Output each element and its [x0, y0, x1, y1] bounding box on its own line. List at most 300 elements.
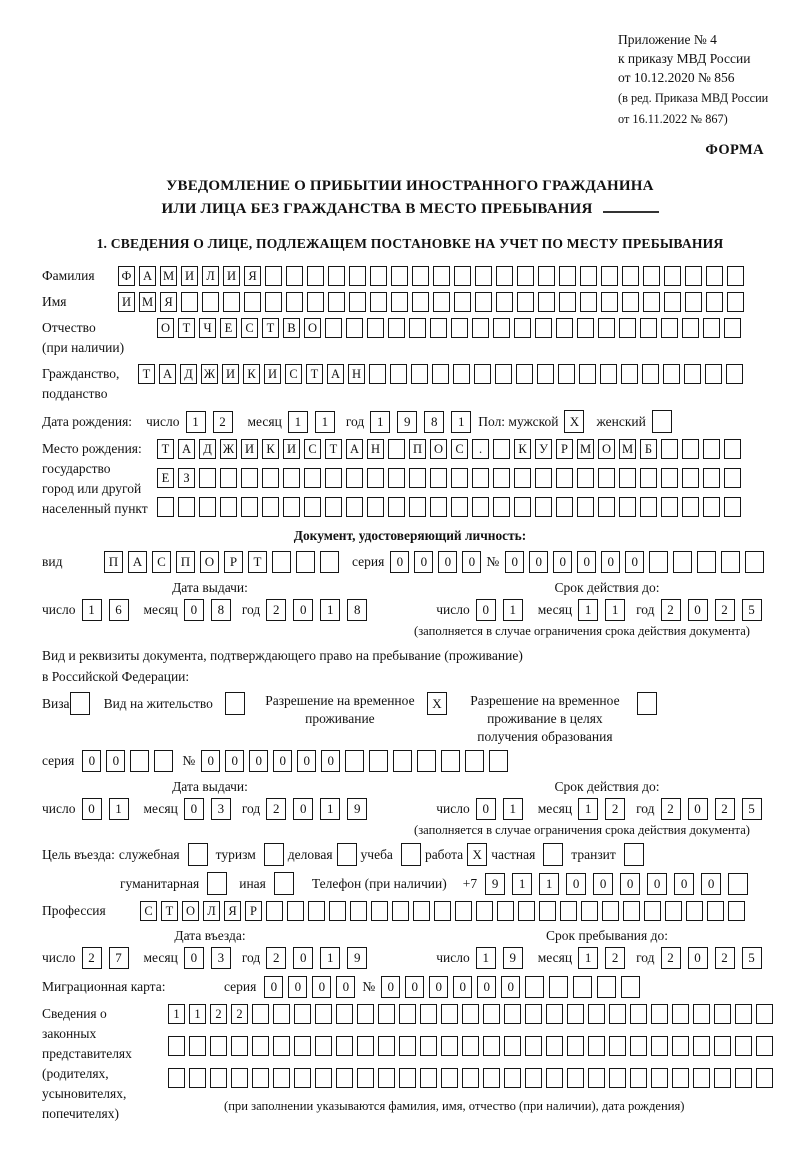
char-cell[interactable]: 0 [405, 976, 424, 998]
char-cell[interactable] [567, 1004, 584, 1024]
char-cell[interactable]: 0 [249, 750, 268, 772]
char-cell[interactable] [703, 497, 720, 517]
char-cell[interactable] [556, 468, 573, 488]
char-cell[interactable]: М [619, 439, 636, 459]
char-cell[interactable]: 9 [347, 947, 367, 969]
char-cell[interactable] [673, 551, 692, 573]
char-cell[interactable] [684, 364, 701, 384]
char-cell[interactable] [649, 551, 668, 573]
char-cell[interactable]: Р [224, 551, 243, 573]
char-cell[interactable]: Р [556, 439, 573, 459]
char-cell[interactable] [286, 292, 303, 312]
char-cell[interactable]: Т [178, 318, 195, 338]
char-cell[interactable]: И [241, 439, 258, 459]
char-cell[interactable] [262, 497, 279, 517]
char-cell[interactable]: 1 [320, 599, 340, 621]
char-cell[interactable] [728, 873, 748, 895]
char-cell[interactable] [703, 468, 720, 488]
char-cell[interactable]: 0 [201, 750, 220, 772]
char-cell[interactable] [598, 318, 615, 338]
char-cell[interactable] [369, 364, 386, 384]
char-cell[interactable]: 1 [168, 1004, 185, 1024]
char-cell[interactable] [252, 1036, 269, 1056]
char-cell[interactable] [630, 1036, 647, 1056]
char-cell[interactable] [441, 1004, 458, 1024]
char-cell[interactable] [483, 1068, 500, 1088]
char-cell[interactable] [451, 468, 468, 488]
char-cell[interactable] [231, 1036, 248, 1056]
char-cell[interactable] [525, 1036, 542, 1056]
char-cell[interactable] [388, 468, 405, 488]
char-cell[interactable] [693, 1004, 710, 1024]
char-cell[interactable] [357, 1036, 374, 1056]
char-cell[interactable]: М [577, 439, 594, 459]
char-cell[interactable] [265, 292, 282, 312]
char-cell[interactable]: 0 [566, 873, 586, 895]
char-cell[interactable] [336, 1036, 353, 1056]
char-cell[interactable] [514, 468, 531, 488]
char-cell[interactable] [412, 266, 429, 286]
char-cell[interactable]: 0 [225, 750, 244, 772]
char-cell[interactable] [724, 468, 741, 488]
char-cell[interactable]: Д [199, 439, 216, 459]
char-cell[interactable] [556, 318, 573, 338]
char-cell[interactable] [588, 1068, 605, 1088]
char-cell[interactable] [609, 1004, 626, 1024]
char-cell[interactable] [475, 266, 492, 286]
char-cell[interactable] [624, 843, 644, 866]
char-cell[interactable] [241, 468, 258, 488]
char-cell[interactable] [346, 318, 363, 338]
char-cell[interactable]: О [430, 439, 447, 459]
char-cell[interactable]: 0 [674, 873, 694, 895]
char-cell[interactable] [495, 364, 512, 384]
char-cell[interactable]: Е [220, 318, 237, 338]
char-cell[interactable] [433, 292, 450, 312]
char-cell[interactable] [252, 1068, 269, 1088]
char-cell[interactable] [434, 901, 451, 921]
char-cell[interactable] [178, 497, 195, 517]
char-cell[interactable]: 0 [701, 873, 721, 895]
char-cell[interactable]: 0 [429, 976, 448, 998]
char-cell[interactable]: 0 [106, 750, 125, 772]
char-cell[interactable] [640, 318, 657, 338]
char-cell[interactable]: 2 [715, 947, 735, 969]
char-cell[interactable] [420, 1004, 437, 1024]
char-cell[interactable] [707, 901, 724, 921]
char-cell[interactable] [651, 1004, 668, 1024]
char-cell[interactable]: И [222, 364, 239, 384]
char-cell[interactable] [682, 439, 699, 459]
char-cell[interactable]: 0 [625, 551, 644, 573]
char-cell[interactable] [451, 318, 468, 338]
char-cell[interactable] [661, 318, 678, 338]
char-cell[interactable] [393, 750, 412, 772]
char-cell[interactable] [642, 364, 659, 384]
char-cell[interactable] [325, 468, 342, 488]
char-cell[interactable]: 1 [578, 798, 598, 820]
char-cell[interactable] [672, 1068, 689, 1088]
char-cell[interactable] [220, 497, 237, 517]
char-cell[interactable]: 0 [601, 551, 620, 573]
char-cell[interactable]: 0 [647, 873, 667, 895]
char-cell[interactable]: 1 [605, 599, 625, 621]
char-cell[interactable]: 7 [109, 947, 129, 969]
char-cell[interactable]: 6 [109, 599, 129, 621]
char-cell[interactable] [535, 318, 552, 338]
char-cell[interactable] [264, 843, 284, 866]
char-cell[interactable] [308, 901, 325, 921]
char-cell[interactable] [399, 1036, 416, 1056]
char-cell[interactable]: Т [248, 551, 267, 573]
char-cell[interactable]: 0 [297, 750, 316, 772]
char-cell[interactable] [462, 1004, 479, 1024]
char-cell[interactable]: 0 [414, 551, 433, 573]
char-cell[interactable] [357, 1068, 374, 1088]
char-cell[interactable] [663, 364, 680, 384]
char-cell[interactable] [621, 364, 638, 384]
char-cell[interactable]: 0 [312, 976, 331, 998]
char-cell[interactable] [727, 292, 744, 312]
char-cell[interactable] [504, 1036, 521, 1056]
char-cell[interactable]: О [598, 439, 615, 459]
char-cell[interactable] [714, 1068, 731, 1088]
char-cell[interactable] [598, 497, 615, 517]
char-cell[interactable]: 2 [231, 1004, 248, 1024]
char-cell[interactable] [433, 266, 450, 286]
char-cell[interactable] [724, 439, 741, 459]
char-cell[interactable]: 1 [476, 947, 496, 969]
char-cell[interactable] [706, 292, 723, 312]
char-cell[interactable] [272, 551, 291, 573]
char-cell[interactable] [346, 468, 363, 488]
char-cell[interactable] [388, 439, 405, 459]
char-cell[interactable] [497, 901, 514, 921]
char-cell[interactable] [601, 292, 618, 312]
char-cell[interactable] [476, 901, 493, 921]
char-cell[interactable] [441, 1068, 458, 1088]
char-cell[interactable]: 0 [321, 750, 340, 772]
char-cell[interactable] [685, 266, 702, 286]
char-cell[interactable] [346, 497, 363, 517]
char-cell[interactable] [504, 1004, 521, 1024]
char-cell[interactable] [430, 468, 447, 488]
char-cell[interactable]: 5 [742, 599, 762, 621]
char-cell[interactable] [735, 1036, 752, 1056]
char-cell[interactable] [573, 976, 592, 998]
char-cell[interactable] [189, 1068, 206, 1088]
char-cell[interactable] [199, 497, 216, 517]
char-cell[interactable]: К [514, 439, 531, 459]
char-cell[interactable]: С [304, 439, 321, 459]
char-cell[interactable] [682, 468, 699, 488]
char-cell[interactable]: С [285, 364, 302, 384]
char-cell[interactable] [413, 901, 430, 921]
char-cell[interactable] [735, 1004, 752, 1024]
char-cell[interactable]: С [451, 439, 468, 459]
char-cell[interactable]: 0 [577, 551, 596, 573]
char-cell[interactable] [630, 1004, 647, 1024]
char-cell[interactable]: А [178, 439, 195, 459]
char-cell[interactable]: 0 [390, 551, 409, 573]
char-cell[interactable] [597, 976, 616, 998]
char-cell[interactable] [577, 318, 594, 338]
char-cell[interactable]: Т [325, 439, 342, 459]
char-cell[interactable] [199, 468, 216, 488]
char-cell[interactable] [543, 843, 563, 866]
char-cell[interactable] [367, 497, 384, 517]
char-cell[interactable] [315, 1004, 332, 1024]
char-cell[interactable]: 0 [620, 873, 640, 895]
char-cell[interactable]: 3 [211, 947, 231, 969]
char-cell[interactable] [535, 468, 552, 488]
char-cell[interactable]: А [346, 439, 363, 459]
char-cell[interactable] [378, 1068, 395, 1088]
char-cell[interactable] [388, 318, 405, 338]
char-cell[interactable]: X [467, 843, 487, 866]
char-cell[interactable]: 1 [503, 599, 523, 621]
char-cell[interactable] [644, 901, 661, 921]
char-cell[interactable] [756, 1004, 773, 1024]
char-cell[interactable] [685, 292, 702, 312]
char-cell[interactable] [637, 692, 657, 715]
char-cell[interactable]: Я [224, 901, 241, 921]
char-cell[interactable] [266, 901, 283, 921]
char-cell[interactable] [546, 1004, 563, 1024]
char-cell[interactable] [307, 266, 324, 286]
char-cell[interactable]: 9 [347, 798, 367, 820]
char-cell[interactable] [546, 1068, 563, 1088]
char-cell[interactable] [328, 266, 345, 286]
char-cell[interactable]: 1 [320, 947, 340, 969]
char-cell[interactable] [703, 439, 720, 459]
char-cell[interactable]: И [283, 439, 300, 459]
char-cell[interactable] [367, 468, 384, 488]
char-cell[interactable]: 0 [529, 551, 548, 573]
char-cell[interactable] [315, 1036, 332, 1056]
char-cell[interactable] [721, 551, 740, 573]
char-cell[interactable]: 1 [503, 798, 523, 820]
char-cell[interactable]: 2 [661, 798, 681, 820]
char-cell[interactable]: А [139, 266, 156, 286]
char-cell[interactable]: 2 [266, 599, 286, 621]
char-cell[interactable] [454, 266, 471, 286]
char-cell[interactable] [619, 468, 636, 488]
char-cell[interactable] [580, 266, 597, 286]
char-cell[interactable] [727, 266, 744, 286]
char-cell[interactable]: Т [161, 901, 178, 921]
char-cell[interactable] [483, 1004, 500, 1024]
char-cell[interactable] [286, 266, 303, 286]
char-cell[interactable]: Т [157, 439, 174, 459]
char-cell[interactable]: Ф [118, 266, 135, 286]
char-cell[interactable] [455, 901, 472, 921]
char-cell[interactable] [682, 318, 699, 338]
char-cell[interactable]: 0 [184, 798, 204, 820]
char-cell[interactable] [581, 901, 598, 921]
char-cell[interactable] [325, 497, 342, 517]
char-cell[interactable] [432, 364, 449, 384]
char-cell[interactable]: 1 [315, 411, 335, 433]
char-cell[interactable]: Б [640, 439, 657, 459]
char-cell[interactable]: Л [202, 266, 219, 286]
char-cell[interactable]: 2 [661, 599, 681, 621]
char-cell[interactable] [345, 750, 364, 772]
char-cell[interactable]: Р [245, 901, 262, 921]
char-cell[interactable] [706, 266, 723, 286]
char-cell[interactable] [558, 364, 575, 384]
char-cell[interactable] [294, 1068, 311, 1088]
char-cell[interactable] [241, 497, 258, 517]
char-cell[interactable]: 1 [539, 873, 559, 895]
char-cell[interactable] [462, 1068, 479, 1088]
char-cell[interactable]: 5 [742, 947, 762, 969]
char-cell[interactable] [453, 364, 470, 384]
char-cell[interactable] [619, 318, 636, 338]
char-cell[interactable] [370, 266, 387, 286]
char-cell[interactable] [602, 901, 619, 921]
char-cell[interactable]: 1 [578, 947, 598, 969]
char-cell[interactable] [454, 292, 471, 312]
char-cell[interactable]: П [104, 551, 123, 573]
char-cell[interactable] [388, 497, 405, 517]
char-cell[interactable]: 0 [505, 551, 524, 573]
char-cell[interactable] [370, 292, 387, 312]
char-cell[interactable]: 0 [593, 873, 613, 895]
char-cell[interactable] [525, 1068, 542, 1088]
char-cell[interactable] [287, 901, 304, 921]
char-cell[interactable]: 1 [109, 798, 129, 820]
char-cell[interactable] [601, 266, 618, 286]
char-cell[interactable] [70, 692, 90, 715]
char-cell[interactable] [296, 551, 315, 573]
char-cell[interactable]: Я [244, 266, 261, 286]
char-cell[interactable] [378, 1004, 395, 1024]
char-cell[interactable] [472, 468, 489, 488]
char-cell[interactable]: 0 [293, 599, 313, 621]
char-cell[interactable]: 1 [320, 798, 340, 820]
char-cell[interactable] [665, 901, 682, 921]
char-cell[interactable] [643, 292, 660, 312]
char-cell[interactable]: 0 [476, 599, 496, 621]
char-cell[interactable] [580, 292, 597, 312]
char-cell[interactable] [181, 292, 198, 312]
char-cell[interactable] [367, 318, 384, 338]
char-cell[interactable]: 0 [438, 551, 457, 573]
char-cell[interactable]: И [264, 364, 281, 384]
char-cell[interactable] [549, 976, 568, 998]
char-cell[interactable] [496, 266, 513, 286]
char-cell[interactable] [399, 1004, 416, 1024]
char-cell[interactable] [392, 901, 409, 921]
char-cell[interactable]: 8 [211, 599, 231, 621]
char-cell[interactable] [724, 318, 741, 338]
char-cell[interactable]: 2 [82, 947, 102, 969]
char-cell[interactable] [756, 1036, 773, 1056]
char-cell[interactable] [420, 1036, 437, 1056]
char-cell[interactable] [537, 364, 554, 384]
char-cell[interactable] [337, 843, 357, 866]
char-cell[interactable]: Н [348, 364, 365, 384]
char-cell[interactable] [756, 1068, 773, 1088]
char-cell[interactable]: 1 [288, 411, 308, 433]
char-cell[interactable]: М [160, 266, 177, 286]
char-cell[interactable]: 0 [264, 976, 283, 998]
char-cell[interactable]: 0 [293, 798, 313, 820]
char-cell[interactable]: 2 [210, 1004, 227, 1024]
char-cell[interactable] [409, 497, 426, 517]
char-cell[interactable]: X [564, 410, 584, 433]
char-cell[interactable] [539, 901, 556, 921]
char-cell[interactable]: И [223, 266, 240, 286]
char-cell[interactable] [504, 1068, 521, 1088]
char-cell[interactable]: А [327, 364, 344, 384]
char-cell[interactable] [609, 1036, 626, 1056]
char-cell[interactable] [265, 266, 282, 286]
char-cell[interactable] [283, 497, 300, 517]
char-cell[interactable]: 1 [189, 1004, 206, 1024]
char-cell[interactable]: М [139, 292, 156, 312]
char-cell[interactable] [514, 318, 531, 338]
char-cell[interactable] [664, 266, 681, 286]
char-cell[interactable]: Ч [199, 318, 216, 338]
char-cell[interactable]: А [159, 364, 176, 384]
char-cell[interactable] [496, 292, 513, 312]
char-cell[interactable]: Л [203, 901, 220, 921]
char-cell[interactable] [518, 901, 535, 921]
char-cell[interactable] [188, 843, 208, 866]
char-cell[interactable]: 2 [266, 798, 286, 820]
char-cell[interactable]: 1 [186, 411, 206, 433]
char-cell[interactable] [274, 872, 294, 895]
char-cell[interactable]: 8 [347, 599, 367, 621]
char-cell[interactable] [697, 551, 716, 573]
char-cell[interactable] [320, 551, 339, 573]
char-cell[interactable] [640, 497, 657, 517]
char-cell[interactable] [130, 750, 149, 772]
char-cell[interactable] [412, 292, 429, 312]
char-cell[interactable]: 0 [293, 947, 313, 969]
char-cell[interactable]: 1 [451, 411, 471, 433]
char-cell[interactable] [294, 1036, 311, 1056]
char-cell[interactable]: 1 [370, 411, 390, 433]
char-cell[interactable] [686, 901, 703, 921]
char-cell[interactable] [168, 1036, 185, 1056]
char-cell[interactable] [210, 1068, 227, 1088]
char-cell[interactable] [220, 468, 237, 488]
char-cell[interactable] [651, 1068, 668, 1088]
char-cell[interactable]: 1 [578, 599, 598, 621]
char-cell[interactable]: П [409, 439, 426, 459]
char-cell[interactable] [472, 497, 489, 517]
char-cell[interactable] [619, 497, 636, 517]
char-cell[interactable] [609, 1068, 626, 1088]
char-cell[interactable]: О [200, 551, 219, 573]
char-cell[interactable]: 0 [82, 750, 101, 772]
char-cell[interactable]: С [241, 318, 258, 338]
char-cell[interactable]: 0 [476, 798, 496, 820]
char-cell[interactable]: 9 [503, 947, 523, 969]
char-cell[interactable]: К [243, 364, 260, 384]
char-cell[interactable]: 0 [453, 976, 472, 998]
char-cell[interactable]: У [535, 439, 552, 459]
char-cell[interactable] [567, 1036, 584, 1056]
char-cell[interactable]: Ж [201, 364, 218, 384]
char-cell[interactable] [622, 266, 639, 286]
char-cell[interactable] [651, 1036, 668, 1056]
char-cell[interactable] [336, 1068, 353, 1088]
char-cell[interactable] [168, 1068, 185, 1088]
